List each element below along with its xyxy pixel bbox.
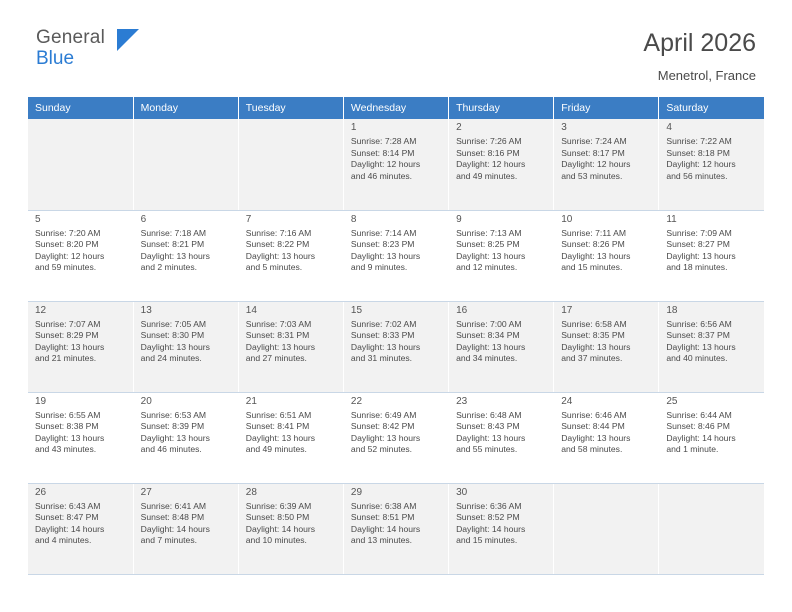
day-cell[interactable] (28, 301, 133, 392)
day-cell[interactable] (554, 392, 659, 483)
daylight-text-line1: Daylight: 13 hours (561, 432, 631, 443)
day-cell-empty (133, 119, 238, 210)
sunset-text: Sunset: 8:20 PM (35, 239, 99, 250)
day-info (246, 228, 337, 274)
logo[interactable] (36, 28, 156, 74)
sunset-text: Sunset: 8:30 PM (140, 330, 205, 341)
day-info (561, 410, 652, 456)
day-info (35, 410, 127, 456)
day-info (666, 319, 758, 365)
daylight-text-line2: and 43 minutes. (35, 444, 97, 455)
calendar-week-row (28, 392, 764, 483)
sunrise-text: Sunrise: 7:28 AM (350, 136, 417, 146)
daylight-text-line2: and 49 minutes. (456, 170, 518, 181)
sunset-text: Sunset: 8:23 PM (350, 239, 415, 250)
sunrise-text: Sunrise: 7:13 AM (456, 227, 522, 238)
day-cell[interactable] (28, 483, 133, 574)
day-cell[interactable] (133, 392, 238, 483)
day-cell-empty (554, 483, 659, 574)
day-info (561, 136, 652, 182)
day-cell[interactable] (28, 210, 133, 301)
sunrise-text: Sunrise: 6:49 AM (350, 409, 417, 420)
sunrise-text: Sunrise: 6:58 AM (561, 318, 627, 329)
day-cell[interactable] (449, 483, 554, 574)
day-info (246, 501, 337, 547)
day-info (141, 319, 232, 365)
daylight-text-line1: Daylight: 13 hours (456, 341, 526, 352)
day-number: 1 (350, 122, 357, 133)
daylight-text-line2: and 21 minutes. (35, 353, 97, 364)
daylight-text-line1: Daylight: 13 hours (35, 432, 105, 443)
day-number: 7 (245, 213, 252, 225)
daylight-text-line2: and 34 minutes. (456, 353, 518, 364)
day-number: 9 (456, 213, 462, 225)
weekday-header-saturday: Saturday (659, 97, 764, 119)
day-cell[interactable] (133, 483, 238, 574)
calendar-week-row (28, 301, 764, 392)
day-info (456, 410, 547, 456)
sunrise-text: Sunrise: 7:20 AM (35, 227, 101, 238)
daylight-text-line1: Daylight: 14 hours (666, 432, 736, 443)
day-cell[interactable] (659, 119, 764, 210)
day-info (246, 410, 337, 456)
day-cell[interactable] (554, 210, 659, 301)
daylight-text-line2: and 2 minutes. (140, 262, 198, 273)
daylight-text-line1: Daylight: 12 hours (456, 159, 526, 170)
sunset-text: Sunset: 8:48 PM (140, 512, 205, 523)
day-info (351, 319, 442, 365)
day-number: 28 (245, 486, 257, 498)
daylight-text-line2: and 52 minutes. (350, 444, 413, 455)
daylight-text-line1: Daylight: 13 hours (35, 341, 105, 352)
weekday-header-thursday: Thursday (449, 97, 554, 119)
day-number: 2 (456, 122, 462, 133)
sunrise-text: Sunrise: 6:41 AM (140, 500, 207, 511)
daylight-text-line1: Daylight: 12 hours (35, 250, 105, 261)
day-cell-empty (659, 483, 764, 574)
daylight-text-line2: and 15 minutes. (561, 262, 623, 273)
flag-icon (117, 29, 139, 51)
sunset-text: Sunset: 8:33 PM (350, 330, 415, 341)
sunset-text: Sunset: 8:50 PM (245, 512, 310, 523)
day-info (666, 410, 758, 456)
daylight-text-line2: and 9 minutes. (350, 262, 408, 273)
daylight-text-line1: Daylight: 13 hours (561, 341, 631, 352)
sunrise-text: Sunrise: 7:22 AM (666, 136, 732, 146)
daylight-text-line2: and 5 minutes. (245, 262, 303, 273)
daylight-text-line2: and 24 minutes. (140, 353, 202, 364)
sunrise-text: Sunrise: 7:24 AM (561, 136, 627, 146)
sunset-text: Sunset: 8:42 PM (350, 421, 415, 432)
daylight-text-line2: and 53 minutes. (561, 170, 623, 181)
day-info (35, 501, 127, 547)
day-cell[interactable] (133, 301, 238, 392)
page-title: April 2026 (643, 29, 756, 57)
day-info (456, 319, 547, 365)
sunrise-text: Sunrise: 6:51 AM (245, 409, 312, 420)
sunset-text: Sunset: 8:29 PM (35, 330, 99, 341)
day-number: 3 (561, 122, 567, 133)
sunset-text: Sunset: 8:34 PM (456, 330, 520, 341)
sunrise-text: Sunrise: 6:46 AM (561, 409, 627, 420)
weekday-header-wednesday: Wednesday (343, 97, 448, 119)
daylight-text-line1: Daylight: 12 hours (561, 159, 631, 170)
sunrise-text: Sunrise: 6:55 AM (35, 409, 101, 420)
sunrise-text: Sunrise: 7:05 AM (140, 318, 207, 329)
sunset-text: Sunset: 8:51 PM (350, 512, 415, 523)
day-info (351, 410, 442, 456)
day-number: 11 (666, 213, 677, 225)
daylight-text-line1: Daylight: 13 hours (666, 250, 736, 261)
sunset-text: Sunset: 8:16 PM (456, 147, 520, 158)
daylight-text-line1: Daylight: 14 hours (245, 523, 316, 534)
day-info (35, 319, 127, 365)
daylight-text-line1: Daylight: 13 hours (350, 250, 421, 261)
day-cell[interactable] (343, 210, 448, 301)
daylight-text-line2: and 15 minutes. (456, 535, 518, 546)
sunset-text: Sunset: 8:27 PM (666, 239, 730, 250)
daylight-text-line2: and 7 minutes. (140, 535, 198, 546)
sunrise-text: Sunrise: 7:00 AM (456, 318, 522, 329)
logo-text-general: General (36, 27, 105, 48)
day-info (351, 228, 442, 274)
day-cell-empty (238, 119, 343, 210)
daylight-text-line1: Daylight: 13 hours (561, 250, 631, 261)
weekday-header-sunday: Sunday (28, 97, 133, 119)
sunrise-text: Sunrise: 7:18 AM (140, 227, 207, 238)
sunrise-text: Sunrise: 7:26 AM (456, 136, 522, 146)
sunset-text: Sunset: 8:43 PM (456, 421, 520, 432)
day-info (351, 136, 442, 182)
daylight-text-line1: Daylight: 13 hours (456, 432, 526, 443)
day-cell[interactable] (133, 210, 238, 301)
day-cell[interactable] (554, 301, 659, 392)
day-cell[interactable] (659, 392, 764, 483)
sunset-text: Sunset: 8:17 PM (561, 147, 625, 158)
day-number: 29 (350, 486, 363, 498)
sunset-text: Sunset: 8:38 PM (35, 421, 99, 432)
daylight-text-line1: Daylight: 13 hours (245, 432, 316, 443)
daylight-text-line2: and 4 minutes. (35, 535, 92, 546)
daylight-text-line2: and 12 minutes. (456, 262, 518, 273)
day-number: 21 (245, 395, 257, 407)
calendar-week-row (28, 483, 764, 574)
sunset-text: Sunset: 8:35 PM (561, 330, 625, 341)
day-number: 22 (350, 395, 363, 407)
daylight-text-line1: Daylight: 13 hours (456, 250, 526, 261)
day-number: 23 (456, 395, 468, 407)
day-number: 10 (561, 213, 573, 225)
day-cell[interactable] (238, 210, 343, 301)
sunrise-text: Sunrise: 7:11 AM (561, 227, 627, 238)
day-info (561, 319, 652, 365)
daylight-text-line1: Daylight: 13 hours (245, 341, 316, 352)
calendar-week-row (28, 119, 764, 210)
day-number: 25 (666, 395, 678, 407)
weekday-header-row (28, 97, 764, 119)
day-number: 13 (140, 304, 152, 316)
day-number: 17 (561, 304, 573, 316)
day-number: 30 (456, 486, 468, 498)
sunset-text: Sunset: 8:21 PM (140, 239, 205, 250)
day-cell[interactable] (343, 392, 448, 483)
daylight-text-line1: Daylight: 14 hours (140, 523, 210, 534)
sunrise-text: Sunrise: 6:56 AM (666, 318, 732, 329)
logo-text-blue: Blue (36, 48, 75, 69)
title-block (643, 28, 756, 83)
day-number: 27 (140, 486, 152, 498)
daylight-text-line1: Daylight: 13 hours (350, 341, 421, 352)
sunrise-text: Sunrise: 7:09 AM (666, 227, 732, 238)
daylight-text-line1: Daylight: 14 hours (350, 523, 421, 534)
day-number: 14 (245, 304, 257, 316)
sunset-text: Sunset: 8:18 PM (666, 147, 730, 158)
daylight-text-line1: Daylight: 13 hours (666, 341, 736, 352)
daylight-text-line2: and 27 minutes. (245, 353, 307, 364)
sunset-text: Sunset: 8:26 PM (561, 239, 625, 250)
day-number: 6 (140, 213, 147, 225)
daylight-text-line2: and 46 minutes. (350, 170, 413, 181)
daylight-text-line1: Daylight: 13 hours (350, 432, 421, 443)
sunrise-text: Sunrise: 6:39 AM (245, 500, 312, 511)
day-cell[interactable] (238, 483, 343, 574)
calendar-week-row (28, 210, 764, 301)
daylight-text-line2: and 58 minutes. (561, 444, 623, 455)
day-cell[interactable] (449, 119, 554, 210)
sunrise-text: Sunrise: 7:03 AM (245, 318, 312, 329)
sunset-text: Sunset: 8:39 PM (140, 421, 205, 432)
sunset-text: Sunset: 8:47 PM (35, 512, 99, 523)
sunrise-text: Sunrise: 7:14 AM (350, 227, 417, 238)
daylight-text-line2: and 46 minutes. (140, 444, 202, 455)
page-subtitle: Menetrol, France (657, 68, 756, 83)
day-cell[interactable] (28, 392, 133, 483)
day-info (561, 228, 652, 274)
daylight-text-line1: Daylight: 13 hours (140, 432, 210, 443)
daylight-text-line1: Daylight: 14 hours (456, 523, 526, 534)
day-info (141, 410, 232, 456)
daylight-text-line2: and 31 minutes. (350, 353, 413, 364)
day-cell[interactable] (449, 301, 554, 392)
daylight-text-line1: Daylight: 12 hours (350, 159, 421, 170)
daylight-text-line2: and 37 minutes. (561, 353, 623, 364)
daylight-text-line2: and 49 minutes. (245, 444, 307, 455)
day-number: 26 (35, 486, 47, 498)
sunrise-text: Sunrise: 6:44 AM (666, 409, 732, 420)
day-number: 8 (350, 213, 357, 225)
day-cell[interactable] (449, 392, 554, 483)
day-cell[interactable] (238, 301, 343, 392)
day-info (666, 136, 758, 182)
daylight-text-line2: and 18 minutes. (666, 262, 728, 273)
daylight-text-line2: and 13 minutes. (350, 535, 413, 546)
sunset-text: Sunset: 8:22 PM (245, 239, 310, 250)
day-info (246, 319, 337, 365)
day-info (141, 501, 232, 547)
daylight-text-line1: Daylight: 13 hours (140, 250, 210, 261)
sunrise-text: Sunrise: 7:16 AM (245, 227, 312, 238)
sunset-text: Sunset: 8:44 PM (561, 421, 625, 432)
sunset-text: Sunset: 8:52 PM (456, 512, 520, 523)
day-number: 19 (35, 395, 47, 407)
sunrise-text: Sunrise: 6:43 AM (35, 500, 101, 511)
sunset-text: Sunset: 8:14 PM (350, 147, 415, 158)
sunrise-text: Sunrise: 7:07 AM (35, 318, 101, 329)
day-cell[interactable] (554, 119, 659, 210)
daylight-text-line1: Daylight: 13 hours (140, 341, 210, 352)
sunset-text: Sunset: 8:31 PM (245, 330, 310, 341)
day-number: 15 (350, 304, 363, 316)
page-header (0, 0, 792, 83)
day-cell-empty (28, 119, 133, 210)
daylight-text-line1: Daylight: 12 hours (666, 159, 736, 170)
day-info (666, 228, 758, 274)
weekday-header-monday: Monday (133, 97, 238, 119)
calendar-table (28, 97, 764, 575)
day-cell[interactable] (238, 392, 343, 483)
daylight-text-line1: Daylight: 13 hours (245, 250, 316, 261)
weekday-header-friday: Friday (554, 97, 659, 119)
day-number: 24 (561, 395, 573, 407)
sunrise-text: Sunrise: 6:53 AM (140, 409, 207, 420)
daylight-text-line1: Daylight: 14 hours (35, 523, 105, 534)
day-cell[interactable] (343, 483, 448, 574)
day-info (456, 501, 547, 547)
day-cell[interactable] (343, 119, 448, 210)
day-info (456, 228, 547, 274)
sunrise-text: Sunrise: 6:48 AM (456, 409, 522, 420)
day-info (351, 501, 442, 547)
day-cell[interactable] (449, 210, 554, 301)
day-number: 5 (35, 213, 41, 225)
sunset-text: Sunset: 8:46 PM (666, 421, 730, 432)
daylight-text-line2: and 59 minutes. (35, 262, 97, 273)
day-number: 20 (140, 395, 152, 407)
day-number: 4 (666, 122, 672, 133)
sunrise-text: Sunrise: 6:36 AM (456, 500, 522, 511)
day-cell[interactable] (659, 210, 764, 301)
daylight-text-line2: and 10 minutes. (245, 535, 307, 546)
sunset-text: Sunset: 8:25 PM (456, 239, 520, 250)
daylight-text-line2: and 55 minutes. (456, 444, 518, 455)
day-number: 12 (35, 304, 47, 316)
day-info (141, 228, 232, 274)
daylight-text-line2: and 40 minutes. (666, 353, 728, 364)
sunrise-text: Sunrise: 7:02 AM (350, 318, 417, 329)
daylight-text-line2: and 56 minutes. (666, 170, 728, 181)
day-number: 18 (666, 304, 678, 316)
sunset-text: Sunset: 8:37 PM (666, 330, 730, 341)
day-number: 16 (456, 304, 468, 316)
weekday-header-tuesday: Tuesday (238, 97, 343, 119)
sunrise-text: Sunrise: 6:38 AM (350, 500, 417, 511)
sunset-text: Sunset: 8:41 PM (245, 421, 310, 432)
day-cell[interactable] (659, 301, 764, 392)
day-info (456, 136, 547, 182)
day-info (35, 228, 127, 274)
calendar-body (28, 119, 764, 574)
day-cell[interactable] (343, 301, 448, 392)
daylight-text-line2: and 1 minute. (666, 444, 719, 455)
